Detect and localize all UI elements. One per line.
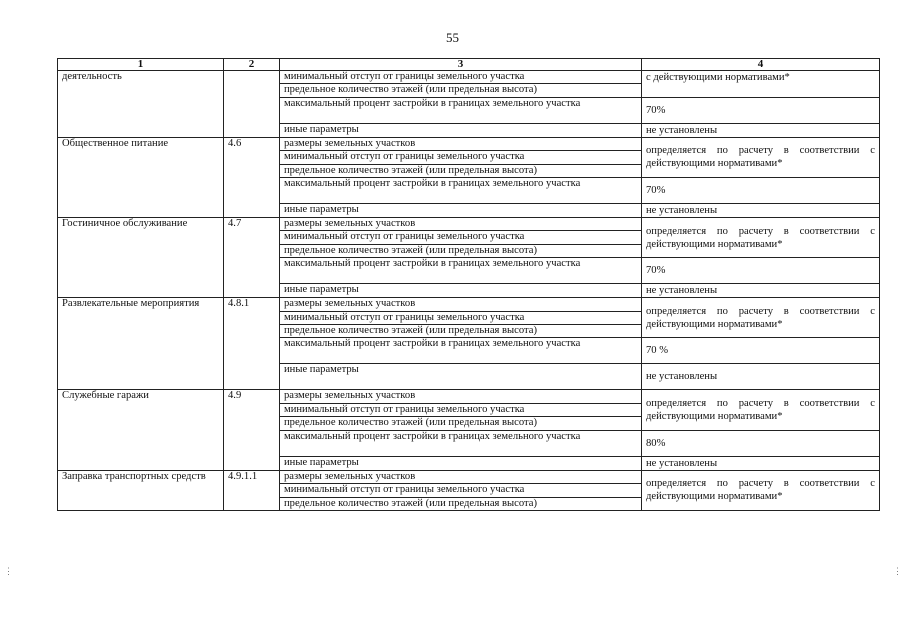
table-header-row xyxy=(58,59,880,71)
param-cell: иные параметры xyxy=(280,204,642,218)
param-cell: размеры земельных участков xyxy=(280,390,642,403)
scan-edge-mark-left: ⋮ xyxy=(4,566,13,576)
param-cell: предельное количество этажей (или предельная высота) xyxy=(280,497,642,510)
table-row xyxy=(58,71,880,84)
table-row xyxy=(58,218,880,231)
value-cell: определяется по расчету в соответствии с действующими нормативами* xyxy=(642,390,880,430)
value-cell: 70% xyxy=(642,258,880,284)
param-cell: минимальный отступ от границы земельного участка xyxy=(280,403,642,416)
param-cell: максимальный процент застройки в границах земельного участка xyxy=(280,258,642,284)
code-cell: 4.6 xyxy=(224,137,280,217)
param-cell: минимальный отступ от границы земельного участка xyxy=(280,151,642,164)
value-cell: не установлены xyxy=(642,123,880,137)
activity-cell: деятельность xyxy=(58,71,224,138)
param-cell: размеры земельных участков xyxy=(280,298,642,311)
code-cell: 4.8.1 xyxy=(224,298,280,390)
value-cell: не установлены xyxy=(642,456,880,470)
column-header-2: 2 xyxy=(224,59,280,71)
param-cell: минимальный отступ от границы земельного участка xyxy=(280,311,642,324)
activity-cell: Заправка транспортных средств xyxy=(58,470,224,510)
value-cell: не установлены xyxy=(642,284,880,298)
param-cell: предельное количество этажей (или предельная высота) xyxy=(280,244,642,257)
code-cell: 4.7 xyxy=(224,218,280,298)
param-cell: максимальный процент застройки в границах земельного участка xyxy=(280,178,642,204)
param-cell: предельное количество этажей (или предельная высота) xyxy=(280,417,642,430)
column-header-4: 4 xyxy=(642,59,880,71)
value-cell: определяется по расчету в соответствии с действующими нормативами* xyxy=(642,298,880,338)
param-cell: минимальный отступ от границы земельного участка xyxy=(280,231,642,244)
column-header-3: 3 xyxy=(280,59,642,71)
activity-cell: Служебные гаражи xyxy=(58,390,224,470)
value-cell: 70% xyxy=(642,97,880,123)
param-cell: предельное количество этажей (или предельная высота) xyxy=(280,325,642,338)
param-cell: максимальный процент застройки в границах земельного участка xyxy=(280,338,642,364)
table-row xyxy=(58,137,880,150)
param-cell: максимальный процент застройки в границах земельного участка xyxy=(280,97,642,123)
scan-edge-mark-right: ⋮ xyxy=(893,566,902,576)
param-cell: минимальный отступ от границы земельного участка xyxy=(280,484,642,497)
param-cell: иные параметры xyxy=(280,284,642,298)
activity-cell: Общественное питание xyxy=(58,137,224,217)
param-cell: предельное количество этажей (или предельная высота) xyxy=(280,164,642,177)
param-cell: размеры земельных участков xyxy=(280,470,642,483)
param-cell: максимальный процент застройки в границах земельного участка xyxy=(280,430,642,456)
value-cell: 70 % xyxy=(642,338,880,364)
page-number: 55 xyxy=(446,30,459,45)
value-cell: определяется по расчету в соответствии с действующими нормативами* xyxy=(642,470,880,510)
param-cell: размеры земельных участков xyxy=(280,137,642,150)
value-cell: не установлены xyxy=(642,364,880,390)
param-cell: иные параметры xyxy=(280,123,642,137)
param-cell: иные параметры xyxy=(280,364,642,390)
value-cell: определяется по расчету в соответствии с действующими нормативами* xyxy=(642,137,880,177)
activity-cell: Развлекательные мероприятия xyxy=(58,298,224,390)
code-cell: 4.9.1.1 xyxy=(224,470,280,510)
value-cell: 70% xyxy=(642,178,880,204)
table-row xyxy=(58,390,880,403)
value-cell: не установлены xyxy=(642,204,880,218)
value-cell: определяется по расчету в соответствии с действующими нормативами* xyxy=(642,218,880,258)
value-cell: 80% xyxy=(642,430,880,456)
param-cell: размеры земельных участков xyxy=(280,218,642,231)
column-header-1: 1 xyxy=(58,59,224,71)
param-cell: минимальный отступ от границы земельного участка xyxy=(280,71,642,84)
table-row xyxy=(58,298,880,311)
regulations-table xyxy=(57,58,880,511)
code-cell: 4.9 xyxy=(224,390,280,470)
activity-cell: Гостиничное обслуживание xyxy=(58,218,224,298)
param-cell: иные параметры xyxy=(280,456,642,470)
value-cell: с действующими нормативами* xyxy=(642,71,880,98)
param-cell: предельное количество этажей (или предельная высота) xyxy=(280,84,642,97)
code-cell xyxy=(224,71,280,138)
table-row xyxy=(58,470,880,483)
